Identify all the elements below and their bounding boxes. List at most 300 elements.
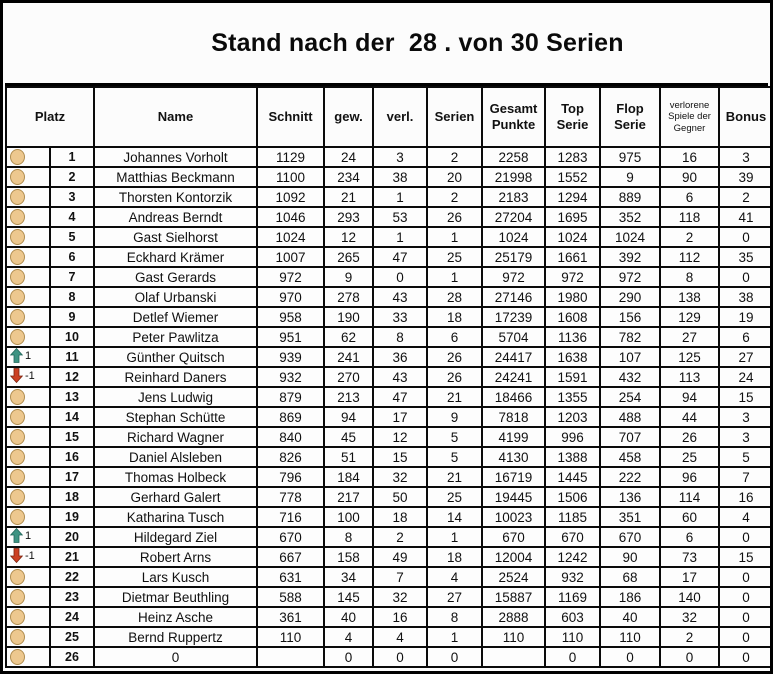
total-points-cell: 25179 (482, 247, 545, 267)
opponent-lost-games-cell: 114 (660, 487, 719, 507)
rank-movement-value: -1 (25, 549, 35, 562)
rank-cell: 23 (50, 587, 94, 607)
bonus-cell: 0 (719, 527, 773, 547)
rank-cell: 9 (50, 307, 94, 327)
series-cell: 18 (427, 547, 482, 567)
bonus-cell: 0 (719, 267, 773, 287)
rank-movement-cell (6, 587, 50, 607)
rank-cell: 18 (50, 487, 94, 507)
wins-cell: 8 (324, 527, 373, 547)
opponent-lost-games-cell: 2 (660, 227, 719, 247)
series-cell: 0 (427, 647, 482, 667)
average-cell: 932 (257, 367, 324, 387)
rank-movement-cell (6, 247, 50, 267)
flop-series-cell: 352 (600, 207, 660, 227)
table-row (6, 347, 773, 367)
col-header-name: Name (94, 87, 257, 147)
wins-cell: 51 (324, 447, 373, 467)
top-series-cell: 1136 (545, 327, 600, 347)
series-cell: 9 (427, 407, 482, 427)
losses-cell: 53 (373, 207, 427, 227)
player-name-cell: Johannes Vorholt (94, 147, 257, 167)
series-cell: 21 (427, 387, 482, 407)
col-header-gew: gew. (324, 87, 373, 147)
player-name-cell: Stephan Schütte (94, 407, 257, 427)
rank-same-icon (10, 309, 25, 325)
col-header-top-serie: Top Serie (545, 87, 600, 147)
table-row (6, 167, 773, 187)
opponent-lost-games-cell: 94 (660, 387, 719, 407)
losses-cell: 0 (373, 647, 427, 667)
rank-same-icon (10, 189, 25, 205)
wins-cell: 34 (324, 567, 373, 587)
total-points-cell: 2258 (482, 147, 545, 167)
bonus-cell: 41 (719, 207, 773, 227)
table-row (6, 627, 773, 647)
bonus-cell: 16 (719, 487, 773, 507)
table-row (6, 447, 773, 467)
total-points-cell: 10023 (482, 507, 545, 527)
average-cell: 1092 (257, 187, 324, 207)
rank-cell: 16 (50, 447, 94, 467)
bonus-cell: 3 (719, 427, 773, 447)
bonus-cell: 15 (719, 547, 773, 567)
series-cell: 26 (427, 367, 482, 387)
rank-cell: 21 (50, 547, 94, 567)
rank-cell: 12 (50, 367, 94, 387)
bonus-cell: 4 (719, 507, 773, 527)
average-cell: 1100 (257, 167, 324, 187)
top-series-cell: 670 (545, 527, 600, 547)
total-points-cell: 15887 (482, 587, 545, 607)
rank-movement-cell (6, 267, 50, 287)
rank-same-icon (10, 229, 25, 245)
wins-cell: 94 (324, 407, 373, 427)
top-series-cell: 1242 (545, 547, 600, 567)
flop-series-cell: 707 (600, 427, 660, 447)
bonus-cell: 0 (719, 567, 773, 587)
rank-cell: 14 (50, 407, 94, 427)
opponent-lost-games-cell: 6 (660, 187, 719, 207)
bonus-cell: 7 (719, 467, 773, 487)
losses-cell: 2 (373, 527, 427, 547)
rank-same-icon (10, 209, 25, 225)
total-points-cell: 12004 (482, 547, 545, 567)
table-row (6, 147, 773, 167)
table-row (6, 607, 773, 627)
rank-same-icon (10, 289, 25, 305)
flop-series-cell: 107 (600, 347, 660, 367)
rank-cell: 7 (50, 267, 94, 287)
rank-cell: 4 (50, 207, 94, 227)
opponent-lost-games-cell: 17 (660, 567, 719, 587)
table-row (6, 187, 773, 207)
rank-cell: 11 (50, 347, 94, 367)
series-cell: 5 (427, 427, 482, 447)
player-name-cell: Daniel Alsleben (94, 447, 257, 467)
rank-same-icon (10, 149, 25, 165)
flop-series-cell: 290 (600, 287, 660, 307)
rank-movement-cell (6, 367, 50, 387)
bonus-cell: 38 (719, 287, 773, 307)
wins-cell: 293 (324, 207, 373, 227)
rank-same-icon (10, 469, 25, 485)
average-cell: 1129 (257, 147, 324, 167)
wins-cell: 4 (324, 627, 373, 647)
losses-cell: 50 (373, 487, 427, 507)
player-name-cell: Eckhard Krämer (94, 247, 257, 267)
series-cell: 6 (427, 327, 482, 347)
opponent-lost-games-cell: 112 (660, 247, 719, 267)
rank-cell: 1 (50, 147, 94, 167)
player-name-cell: Matthias Beckmann (94, 167, 257, 187)
bonus-cell: 6 (719, 327, 773, 347)
table-row (6, 207, 773, 227)
wins-cell: 24 (324, 147, 373, 167)
bonus-cell: 24 (719, 367, 773, 387)
series-cell: 27 (427, 587, 482, 607)
losses-cell: 1 (373, 227, 427, 247)
opponent-lost-games-cell: 27 (660, 327, 719, 347)
bonus-cell: 2 (719, 187, 773, 207)
page-title (5, 3, 768, 86)
wins-cell: 9 (324, 267, 373, 287)
series-cell: 5 (427, 447, 482, 467)
average-cell: 958 (257, 307, 324, 327)
losses-cell: 3 (373, 147, 427, 167)
wins-cell: 234 (324, 167, 373, 187)
series-cell: 20 (427, 167, 482, 187)
rank-same-icon (10, 649, 25, 665)
rank-cell: 19 (50, 507, 94, 527)
flop-series-cell: 458 (600, 447, 660, 467)
rank-cell: 2 (50, 167, 94, 187)
bonus-cell: 0 (719, 647, 773, 667)
total-points-cell: 7818 (482, 407, 545, 427)
average-cell: 840 (257, 427, 324, 447)
top-series-cell: 1552 (545, 167, 600, 187)
average-cell: 879 (257, 387, 324, 407)
rank-movement-cell (6, 507, 50, 527)
rank-movement-cell (6, 167, 50, 187)
bonus-cell: 0 (719, 227, 773, 247)
col-header-schnitt: Schnitt (257, 87, 324, 147)
opponent-lost-games-cell: 44 (660, 407, 719, 427)
table-row (6, 227, 773, 247)
rank-cell: 13 (50, 387, 94, 407)
top-series-cell: 603 (545, 607, 600, 627)
table-row (6, 587, 773, 607)
flop-series-cell: 392 (600, 247, 660, 267)
table-row (6, 507, 773, 527)
average-cell: 1007 (257, 247, 324, 267)
player-name-cell: Olaf Urbanski (94, 287, 257, 307)
player-name-cell: Bernd Ruppertz (94, 627, 257, 647)
rank-cell: 5 (50, 227, 94, 247)
player-name-cell: Günther Quitsch (94, 347, 257, 367)
flop-series-cell: 222 (600, 467, 660, 487)
average-cell: 631 (257, 567, 324, 587)
table-header (6, 87, 773, 147)
rank-movement-value: 1 (25, 529, 32, 542)
top-series-cell: 1638 (545, 347, 600, 367)
opponent-lost-games-cell: 16 (660, 147, 719, 167)
average-cell: 778 (257, 487, 324, 507)
rank-cell: 25 (50, 627, 94, 647)
total-points-cell: 27146 (482, 287, 545, 307)
flop-series-cell: 156 (600, 307, 660, 327)
wins-cell: 278 (324, 287, 373, 307)
player-name-cell: Robert Arns (94, 547, 257, 567)
series-cell: 18 (427, 307, 482, 327)
table-row (6, 327, 773, 347)
table-row (6, 267, 773, 287)
flop-series-cell: 110 (600, 627, 660, 647)
series-cell: 1 (427, 627, 482, 647)
total-points-cell: 2183 (482, 187, 545, 207)
series-cell: 26 (427, 207, 482, 227)
series-cell: 14 (427, 507, 482, 527)
rank-up-icon (10, 528, 31, 543)
bonus-cell: 0 (719, 607, 773, 627)
opponent-lost-games-cell: 26 (660, 427, 719, 447)
losses-cell: 47 (373, 247, 427, 267)
opponent-lost-games-cell: 90 (660, 167, 719, 187)
player-name-cell: Reinhard Daners (94, 367, 257, 387)
average-cell: 588 (257, 587, 324, 607)
player-name-cell: Dietmar Beuthling (94, 587, 257, 607)
wins-cell: 184 (324, 467, 373, 487)
player-name-cell: Hildegard Ziel (94, 527, 257, 547)
player-name-cell: Jens Ludwig (94, 387, 257, 407)
flop-series-cell: 254 (600, 387, 660, 407)
bonus-cell: 15 (719, 387, 773, 407)
player-name-cell: Detlef Wiemer (94, 307, 257, 327)
opponent-lost-games-cell: 32 (660, 607, 719, 627)
player-name-cell: Gast Sielhorst (94, 227, 257, 247)
rank-movement-cell (6, 147, 50, 167)
average-cell: 970 (257, 287, 324, 307)
opponent-lost-games-cell: 25 (660, 447, 719, 467)
player-name-cell: Thomas Holbeck (94, 467, 257, 487)
opponent-lost-games-cell: 6 (660, 527, 719, 547)
wins-cell: 12 (324, 227, 373, 247)
rank-movement-value: -1 (25, 369, 35, 382)
rank-up-icon (10, 348, 31, 363)
bonus-cell: 39 (719, 167, 773, 187)
player-name-cell: Richard Wagner (94, 427, 257, 447)
total-points-cell: 19445 (482, 487, 545, 507)
flop-series-cell: 40 (600, 607, 660, 627)
top-series-cell: 1355 (545, 387, 600, 407)
total-points-cell: 110 (482, 627, 545, 647)
losses-cell: 1 (373, 187, 427, 207)
total-points-cell: 24417 (482, 347, 545, 367)
rank-movement-cell (6, 327, 50, 347)
wins-cell: 0 (324, 647, 373, 667)
rank-movement-cell (6, 287, 50, 307)
rank-same-icon (10, 409, 25, 425)
rank-same-icon (10, 509, 25, 525)
top-series-cell: 1661 (545, 247, 600, 267)
rank-movement-cell (6, 527, 50, 547)
wins-cell: 21 (324, 187, 373, 207)
rank-same-icon (10, 449, 25, 465)
rank-same-icon (10, 169, 25, 185)
rank-cell: 10 (50, 327, 94, 347)
opponent-lost-games-cell: 125 (660, 347, 719, 367)
rank-same-icon (10, 269, 25, 285)
top-series-cell: 1169 (545, 587, 600, 607)
losses-cell: 16 (373, 607, 427, 627)
total-points-cell: 2524 (482, 567, 545, 587)
series-cell: 1 (427, 227, 482, 247)
col-header-gesamt-punkte: Gesamt Punkte (482, 87, 545, 147)
losses-cell: 8 (373, 327, 427, 347)
rank-movement-cell (6, 627, 50, 647)
total-points-cell: 2888 (482, 607, 545, 627)
rank-same-icon (10, 389, 25, 405)
table-row (6, 427, 773, 447)
player-name-cell: Gast Gerards (94, 267, 257, 287)
opponent-lost-games-cell: 8 (660, 267, 719, 287)
opponent-lost-games-cell: 0 (660, 647, 719, 667)
table-row (6, 247, 773, 267)
rank-cell: 17 (50, 467, 94, 487)
losses-cell: 43 (373, 287, 427, 307)
flop-series-cell: 186 (600, 587, 660, 607)
series-cell: 26 (427, 347, 482, 367)
average-cell: 361 (257, 607, 324, 627)
total-points-cell: 4130 (482, 447, 545, 467)
rank-movement-cell (6, 447, 50, 467)
player-name-cell: Lars Kusch (94, 567, 257, 587)
rank-movement-cell (6, 547, 50, 567)
losses-cell: 43 (373, 367, 427, 387)
flop-series-cell: 90 (600, 547, 660, 567)
table-row (6, 387, 773, 407)
col-header-serien: Serien (427, 87, 482, 147)
table-row (6, 567, 773, 587)
top-series-cell: 1283 (545, 147, 600, 167)
average-cell: 110 (257, 627, 324, 647)
flop-series-cell: 68 (600, 567, 660, 587)
table-row (6, 647, 773, 667)
player-name-cell: Peter Pawlitza (94, 327, 257, 347)
rank-movement-cell (6, 427, 50, 447)
top-series-cell: 0 (545, 647, 600, 667)
average-cell: 796 (257, 467, 324, 487)
top-series-cell: 1388 (545, 447, 600, 467)
average-cell: 1046 (257, 207, 324, 227)
opponent-lost-games-cell: 73 (660, 547, 719, 567)
series-cell: 21 (427, 467, 482, 487)
top-series-cell: 1506 (545, 487, 600, 507)
table-row (6, 367, 773, 387)
top-series-cell: 110 (545, 627, 600, 647)
opponent-lost-games-cell: 129 (660, 307, 719, 327)
rank-movement-cell (6, 407, 50, 427)
losses-cell: 18 (373, 507, 427, 527)
rank-cell: 24 (50, 607, 94, 627)
average-cell: 951 (257, 327, 324, 347)
losses-cell: 38 (373, 167, 427, 187)
average-cell: 972 (257, 267, 324, 287)
flop-series-cell: 782 (600, 327, 660, 347)
series-cell: 2 (427, 187, 482, 207)
total-points-cell: 24241 (482, 367, 545, 387)
wins-cell: 270 (324, 367, 373, 387)
col-header-verlorene-spiele: verlorene Spiele der Gegner (660, 87, 719, 147)
table-row (6, 467, 773, 487)
rank-movement-cell (6, 487, 50, 507)
total-points-cell: 27204 (482, 207, 545, 227)
rank-same-icon (10, 569, 25, 585)
total-points-cell: 16719 (482, 467, 545, 487)
flop-series-cell: 889 (600, 187, 660, 207)
standings-body (6, 147, 773, 667)
flop-series-cell: 975 (600, 147, 660, 167)
wins-cell: 241 (324, 347, 373, 367)
series-cell: 25 (427, 487, 482, 507)
col-header-flop-serie: Flop Serie (600, 87, 660, 147)
top-series-cell: 1608 (545, 307, 600, 327)
average-cell: 667 (257, 547, 324, 567)
losses-cell: 4 (373, 627, 427, 647)
total-points-cell: 21998 (482, 167, 545, 187)
total-points-cell: 17239 (482, 307, 545, 327)
rank-movement-value: 1 (25, 349, 32, 362)
flop-series-cell: 0 (600, 647, 660, 667)
flop-series-cell: 1024 (600, 227, 660, 247)
total-points-cell: 5704 (482, 327, 545, 347)
total-points-cell: 972 (482, 267, 545, 287)
rank-movement-cell (6, 347, 50, 367)
rank-cell: 26 (50, 647, 94, 667)
opponent-lost-games-cell: 60 (660, 507, 719, 527)
rank-same-icon (10, 629, 25, 645)
wins-cell: 158 (324, 547, 373, 567)
losses-cell: 0 (373, 267, 427, 287)
average-cell: 939 (257, 347, 324, 367)
flop-series-cell: 972 (600, 267, 660, 287)
top-series-cell: 1185 (545, 507, 600, 527)
wins-cell: 145 (324, 587, 373, 607)
wins-cell: 213 (324, 387, 373, 407)
player-name-cell: Heinz Asche (94, 607, 257, 627)
rank-down-icon (10, 368, 35, 383)
top-series-cell: 1445 (545, 467, 600, 487)
page-title-text: Stand nach der 28 . von 30 Serien (211, 28, 624, 57)
opponent-lost-games-cell: 96 (660, 467, 719, 487)
player-name-cell: 0 (94, 647, 257, 667)
wins-cell: 62 (324, 327, 373, 347)
total-points-cell: 1024 (482, 227, 545, 247)
losses-cell: 36 (373, 347, 427, 367)
average-cell: 826 (257, 447, 324, 467)
rank-down-icon (10, 548, 35, 563)
losses-cell: 47 (373, 387, 427, 407)
wins-cell: 40 (324, 607, 373, 627)
bonus-cell: 19 (719, 307, 773, 327)
average-cell: 716 (257, 507, 324, 527)
top-series-cell: 932 (545, 567, 600, 587)
rank-movement-cell (6, 647, 50, 667)
flop-series-cell: 432 (600, 367, 660, 387)
col-header-verl: verl. (373, 87, 427, 147)
flop-series-cell: 9 (600, 167, 660, 187)
series-cell: 1 (427, 527, 482, 547)
